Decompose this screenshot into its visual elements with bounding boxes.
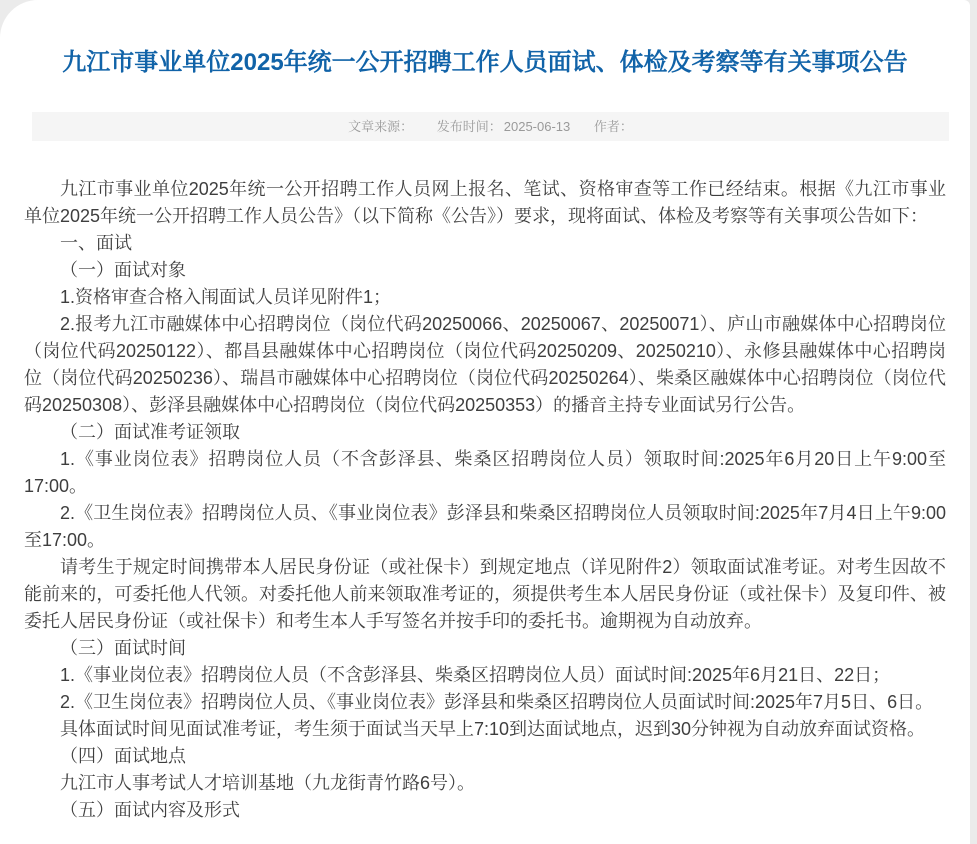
paragraph-location-address: 九江市人事考试人才培训基地（九龙街青竹路6号）。 bbox=[60, 773, 476, 793]
heading-admission-ticket: （二）面试准考证领取 bbox=[60, 422, 240, 442]
heading-section-1-interview: 一、面试 bbox=[60, 233, 132, 253]
heading-interview-location: （四）面试地点 bbox=[60, 746, 186, 766]
heading-interview-targets: （一）面试对象 bbox=[60, 260, 186, 280]
meta-author-label: 作者： bbox=[593, 119, 633, 134]
paragraph-time-item-2: 2.《卫生岗位表》招聘岗位人员、《事业岗位表》彭泽县和柴桑区招聘岗位人员面试时间:2025年7月5日、6日。 bbox=[60, 692, 934, 712]
heading-interview-time: （三）面试时间 bbox=[60, 638, 186, 658]
paragraph-targets-item-2: 2.报考九江市融媒体中心招聘岗位（岗位代码20250066、20250067、20250071）、庐山市融媒体中心招聘岗位（岗位代码20250122）、都昌县融媒体中心招聘岗位（岗位代码20250209、20250210）、永修县融媒体中心招聘岗位（岗位代码20250236）、瑞昌市融媒体中心招聘岗位（岗位代码20250264）、柴桑区融媒体中心招聘岗位（岗位代码20250308）、彭泽县融媒体中心招聘岗位（岗位代码20250353）的播音主持专业面试另行公告。 bbox=[24, 314, 946, 415]
meta-publish-label: 发布时间： bbox=[436, 119, 502, 134]
paragraph-time-item-1: 1.《事业岗位表》招聘岗位人员（不含彭泽县、柴桑区招聘岗位人员）面试时间:2025年6月21日、22日； bbox=[60, 665, 891, 685]
paragraph-ticket-instructions: 请考生于规定时间携带本人居民身份证（或社保卡）到规定地点（详见附件2）领取面试准考证。对考生因故不能前来的，可委托他人代领。对委托他人前来领取准考证的，须提供考生本人居民身份证（或社保卡）及复印件、被委托人居民身份证（或社保卡）和考生本人手写签名并按手印的委托书。逾期视为自动放弃。 bbox=[24, 557, 946, 631]
page-title: 九江市事业单位2025年统一公开招聘工作人员面试、体检及考察等有关事项公告 bbox=[62, 49, 908, 76]
meta-source-label: 文章来源： bbox=[348, 119, 414, 134]
paragraph-intro: 九江市事业单位2025年统一公开招聘工作人员网上报名、笔试、资格审查等工作已经结束。根据《九江市事业单位2025年统一公开招聘工作人员公告》（以下简称《公告》）要求，现将面试、体检及考察等有关事项公告如下： bbox=[24, 179, 946, 226]
paragraph-time-instructions: 具体面试时间见面试准考证，考生须于面试当天早上7:10到达面试地点，迟到30分钟视为自动放弃面试资格。 bbox=[60, 719, 926, 739]
page-background-strip bbox=[970, 0, 977, 800]
paragraph-targets-item-1: 1.资格审查合格入闱面试人员详见附件1； bbox=[60, 287, 392, 307]
meta-publish-date: 2025-06-13 bbox=[503, 119, 571, 134]
article-body bbox=[0, 141, 970, 844]
heading-interview-content: （五）面试内容及形式 bbox=[60, 800, 240, 820]
paragraph-ticket-item-2: 2.《卫生岗位表》招聘岗位人员、《事业岗位表》彭泽县和柴桑区招聘岗位人员领取时间:2025年7月4日上午9:00至17:00。 bbox=[24, 503, 946, 550]
article-meta-bar bbox=[32, 112, 949, 141]
paragraph-ticket-item-1: 1.《事业岗位表》招聘岗位人员（不含彭泽县、柴桑区招聘岗位人员）领取时间:2025年6月20日上午9:00至17:00。 bbox=[24, 449, 946, 496]
meta-publish bbox=[437, 119, 571, 134]
